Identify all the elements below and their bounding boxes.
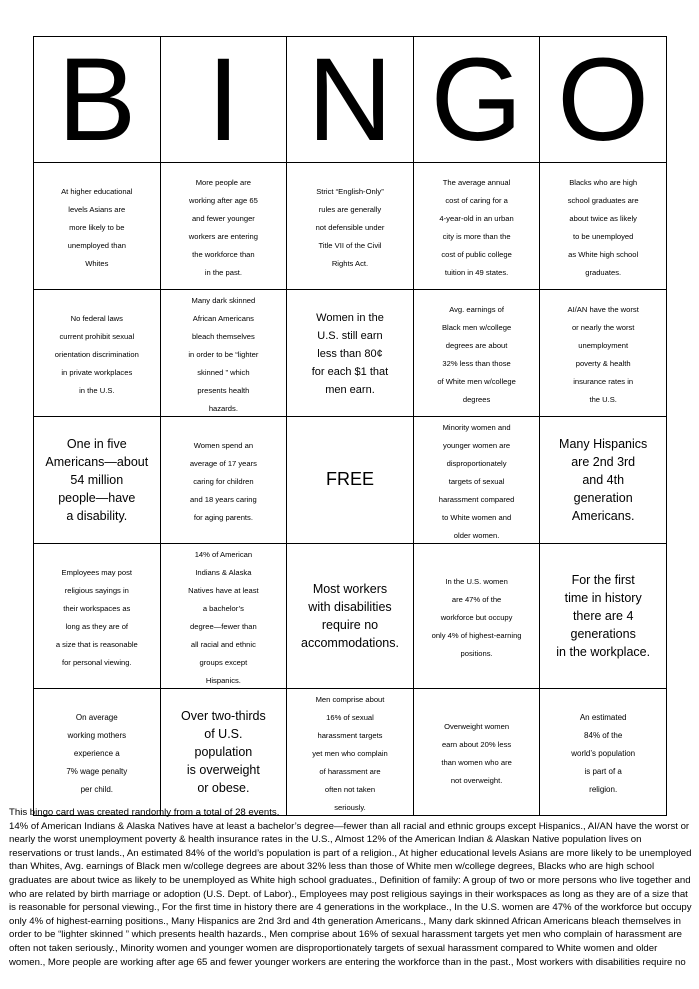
bingo-cell[interactable] bbox=[34, 688, 161, 815]
bingo-cell[interactable] bbox=[34, 543, 161, 688]
bingo-cell-text: For the first time in history there are 4 generations in the workplace. bbox=[556, 572, 651, 659]
bingo-cell-text: Minority women and younger women are disproportionately targets of sexual harassment compared to White women and older women. bbox=[438, 422, 515, 540]
bingo-row bbox=[34, 163, 667, 290]
header-letter-g: G bbox=[413, 37, 540, 163]
bingo-cell[interactable] bbox=[287, 163, 414, 290]
bingo-cell[interactable] bbox=[540, 416, 667, 543]
footer-events: 14% of American Indians & Alaska Natives have at least a bachelor’s degree—fewer than all racial and ethnic groups except Hispanics., AI/AN have the worst or nearly the worst unemployment poverty & health insurance rates in the U.S., Almost 12% of the American Indian & Alaskan Native population lives on reservations or trust lands., An estimated 84% of the world’s population is part of a religion., At higher educational levels Asians are more likely to be unemployed than Whites, Avg. earnings of Black men w/college degrees are about 32% less than those of White men w/college degrees, Blacks who are high school graduates are about twice as likely to be unemployed as White high school graduates., Definition of family: A group of two or more persons who live together and who are related by birth marriage or adoption (U.S. Dept. of Labor)., Employees may post religious sayings in their workspaces as long as they are of a size that is reasonable for personal viewing., For the first time in history there are 4 generations in the workplace., In the U.S. women are 47% of the workforce but occupy only 4% of highest-earning positions., Many Hispanics are 2nd 3rd and 4th generation Americans., Many dark skinned African Americans bleach themselves in order to be “lighter skinned ” which presents health hazards., Men comprise about 16% of sexual harassment targets yet men who complain of harassment are often not taken seriously., Minority women and younger women are disproportionately targets of sexual harassment compared to White women and older women., More people are working after age 65 and fewer younger workers are entering the workforce than in the past., Most workers with disabilities require no bbox=[9, 820, 692, 968]
bingo-cell-text: At higher educational levels Asians are more likely to be unemployed than Whites bbox=[61, 186, 133, 268]
bingo-cell-text: Blacks who are high school graduates are about twice as likely to be unemployed as White high school graduates. bbox=[567, 177, 639, 277]
bingo-cell[interactable] bbox=[540, 688, 667, 815]
bingo-cell[interactable] bbox=[160, 289, 287, 416]
bingo-cell-text: Many Hispanics are 2nd 3rd and 4th generation Americans. bbox=[559, 436, 648, 523]
free-space-cell[interactable] bbox=[287, 416, 414, 543]
bingo-cell-text: Men comprise about 16% of sexual harassment targets yet men who complain of harassment are often not taken seriously. bbox=[312, 694, 388, 812]
bingo-cell-text: Over two-thirds of U.S. population is overweight or obese. bbox=[181, 708, 266, 795]
bingo-cell-text: Avg. earnings of Black men w/college degrees are about 32% less than those of White men w/college degrees bbox=[437, 304, 516, 404]
bingo-cell[interactable] bbox=[160, 543, 287, 688]
bingo-cell[interactable] bbox=[413, 289, 540, 416]
bingo-header-row bbox=[34, 37, 667, 163]
header-letter-n: N bbox=[287, 37, 414, 163]
bingo-cell-text: Women spend an average of 17 years caring for children and 18 years caring for aging parents. bbox=[189, 440, 257, 522]
bingo-cell-text: No federal laws current prohibit sexual orientation discrimination in private workplaces in the U.S. bbox=[54, 313, 139, 395]
bingo-cell[interactable] bbox=[413, 543, 540, 688]
bingo-cell[interactable] bbox=[34, 416, 161, 543]
bingo-row bbox=[34, 416, 667, 543]
bingo-cell-text: The average annual cost of caring for a 4-year-old in an urban city is more than the cost of public college tuition in 49 states. bbox=[439, 177, 514, 277]
bingo-cell-text: 14% of American Indians & Alaska Natives have at least a bachelor’s degree—fewer than all racial and ethnic groups except Hispanics. bbox=[188, 549, 259, 685]
bingo-cell[interactable] bbox=[413, 163, 540, 290]
bingo-cell[interactable] bbox=[160, 416, 287, 543]
header-letter-o: O bbox=[540, 37, 667, 163]
bingo-cell-text: In the U.S. women are 47% of the workforce but occupy only 4% of highest-earning positions. bbox=[431, 576, 522, 658]
bingo-cell[interactable] bbox=[540, 543, 667, 688]
bingo-cell[interactable] bbox=[160, 163, 287, 290]
bingo-cell-text: Most workers with disabilities require no accommodations. bbox=[301, 581, 399, 650]
bingo-cell[interactable] bbox=[413, 416, 540, 543]
bingo-row bbox=[34, 289, 667, 416]
header-letter-i: I bbox=[160, 37, 287, 163]
bingo-cell[interactable] bbox=[287, 289, 414, 416]
bingo-cell[interactable] bbox=[160, 688, 287, 815]
bingo-cell[interactable] bbox=[287, 688, 414, 815]
header-letter-b: B bbox=[34, 37, 161, 163]
bingo-cell[interactable] bbox=[413, 688, 540, 815]
bingo-cell[interactable] bbox=[540, 289, 667, 416]
bingo-cell[interactable] bbox=[287, 543, 414, 688]
event-list bbox=[9, 806, 693, 969]
bingo-grid bbox=[34, 163, 667, 816]
bingo-cell-text: More people are working after age 65 and fewer younger workers are entering the workforce than in the past. bbox=[188, 177, 258, 277]
bingo-cell-text: Many dark skinned African Americans bleach themselves in order to be “lighter skinned ” which presents health hazards. bbox=[188, 295, 259, 413]
bingo-cell-text: FREE bbox=[325, 469, 374, 490]
bingo-cell-text: Women in the U.S. still earn less than 80¢ for each $1 that men earn. bbox=[311, 311, 389, 396]
bingo-cell-text: Strict “English-Only” rules are generally not defensible under Title VII of the Civil Rights Act. bbox=[315, 186, 385, 268]
bingo-cell-text: AI/AN have the worst or nearly the worst unemployment poverty & health insurance rates in the U.S. bbox=[567, 304, 639, 404]
bingo-cell-text: Overweight women earn about 20% less than women who are not overweight. bbox=[441, 721, 512, 785]
bingo-cell[interactable] bbox=[34, 289, 161, 416]
bingo-row bbox=[34, 688, 667, 815]
bingo-card bbox=[33, 33, 667, 816]
bingo-cell-text: On average working mothers experience a 7% wage penalty per child. bbox=[66, 712, 128, 794]
bingo-cell-text: Employees may post religious sayings in their workspaces as long as they are of a size that is reasonable for personal viewing. bbox=[55, 567, 138, 667]
bingo-row bbox=[34, 543, 667, 688]
bingo-cell-text: One in five Americans—about 54 million people—have a disability. bbox=[45, 436, 149, 523]
bingo-cell[interactable] bbox=[540, 163, 667, 290]
bingo-cell-text: An estimated 84% of the world’s population is part of a religion. bbox=[571, 712, 636, 794]
footer-intro: This bingo card was created randomly from a total of 28 events. bbox=[9, 807, 280, 818]
bingo-cell[interactable] bbox=[34, 163, 161, 290]
